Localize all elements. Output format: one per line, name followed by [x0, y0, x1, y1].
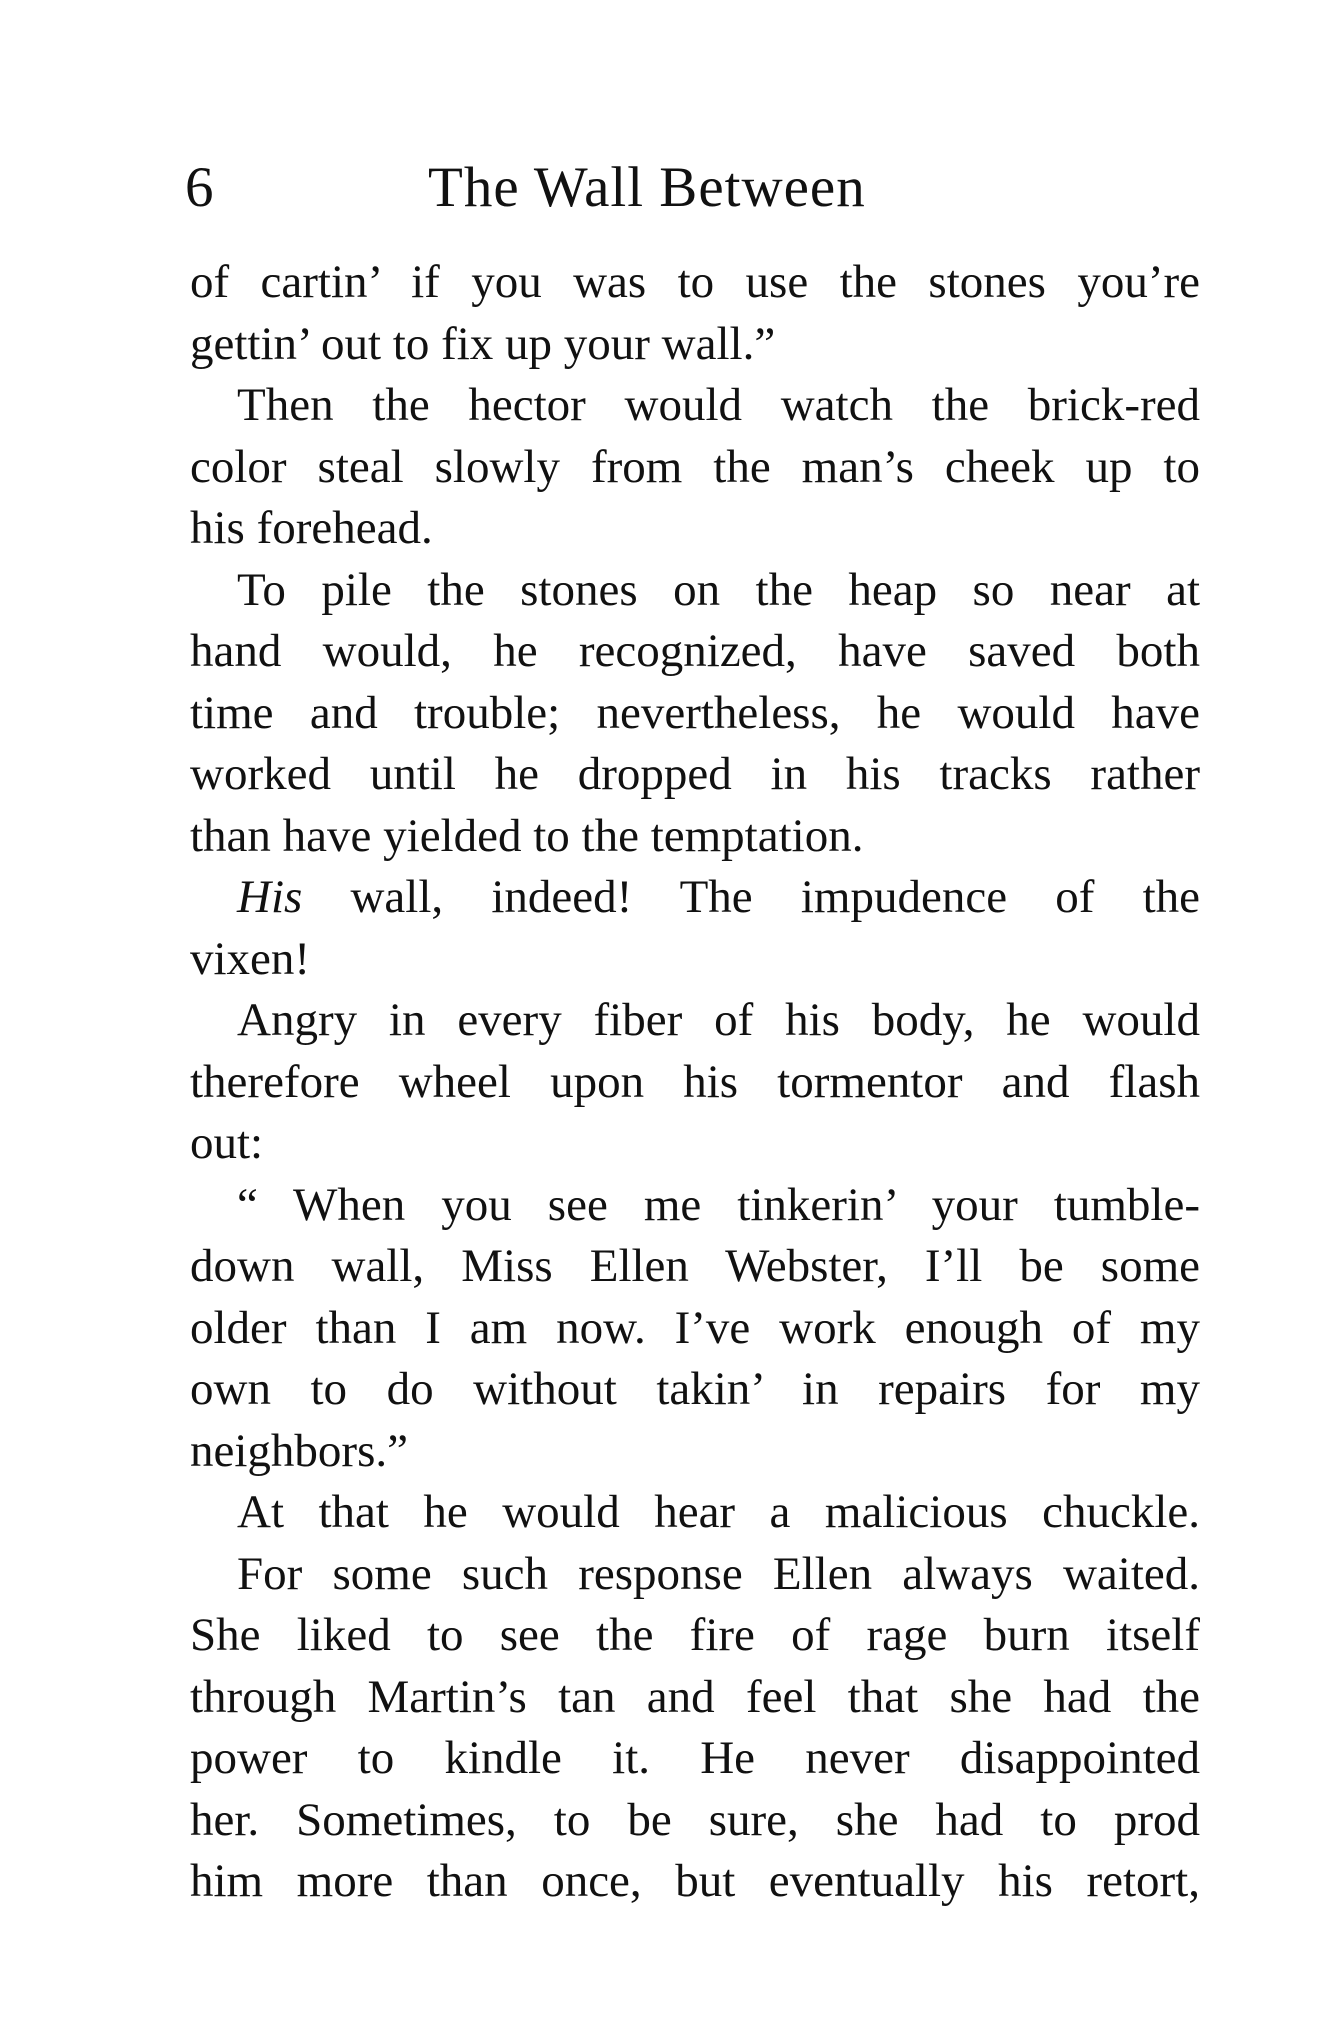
body-text: [190, 252, 1200, 1982]
book-title: The Wall Between: [428, 156, 866, 219]
italic-emphasis: His: [237, 871, 303, 923]
text-line: her. Sometimes, to be sure, she had to prod: [190, 1793, 1200, 1846]
text-line: through Martin’s tan and feel that she had the: [190, 1670, 1200, 1723]
text-line: For some such response Ellen always waited.: [237, 1547, 1200, 1600]
text-line: than have yielded to the temptation.: [190, 809, 864, 862]
text-line: gettin’ out to fix up your wall.”: [190, 317, 776, 370]
text-line: down wall, Miss Ellen Webster, I’ll be some: [190, 1240, 1200, 1292]
text-line: Then the hector would watch the brick-red: [237, 379, 1200, 431]
text-line: time and trouble; nevertheless, he would have: [190, 686, 1200, 739]
text-line: hand would, he recognized, have saved both: [190, 625, 1200, 677]
text-line: worked until he dropped in his tracks rather: [190, 748, 1200, 800]
page-number: 6: [185, 156, 215, 219]
text-line: older than I am now. I’ve work enough of my: [190, 1301, 1200, 1354]
line-continuation: wall, indeed! The impudence of the: [302, 871, 1200, 923]
text-line: vixen!: [190, 932, 311, 985]
text-line: color steal slowly from the man’s cheek up to: [190, 440, 1200, 493]
text-line: Angry in every fiber of his body, he would: [237, 994, 1200, 1046]
text-line: out:: [190, 1117, 264, 1169]
text-line: “ When you see me tinkerin’ your tumble-: [237, 1178, 1200, 1231]
text-line: neighbors.”: [190, 1424, 408, 1477]
text-line: At that he would hear a malicious chuckle.: [237, 1486, 1200, 1538]
running-head: [185, 148, 1200, 228]
text-line: [190, 867, 1200, 929]
text-line: of cartin’ if you was to use the stones you’re: [190, 256, 1200, 308]
text-line: own to do without takin’ in repairs for my: [190, 1363, 1200, 1415]
text-line: therefore wheel upon his tormentor and flash: [190, 1055, 1200, 1108]
text-line: him more than once, but eventually his retort,: [190, 1855, 1200, 1907]
text-line: To pile the stones on the heap so near at: [237, 563, 1200, 616]
text-line: She liked to see the fire of rage burn itself: [190, 1609, 1200, 1661]
text-line: his forehead.: [190, 502, 433, 554]
text-line: power to kindle it. He never disappointed: [190, 1732, 1200, 1784]
